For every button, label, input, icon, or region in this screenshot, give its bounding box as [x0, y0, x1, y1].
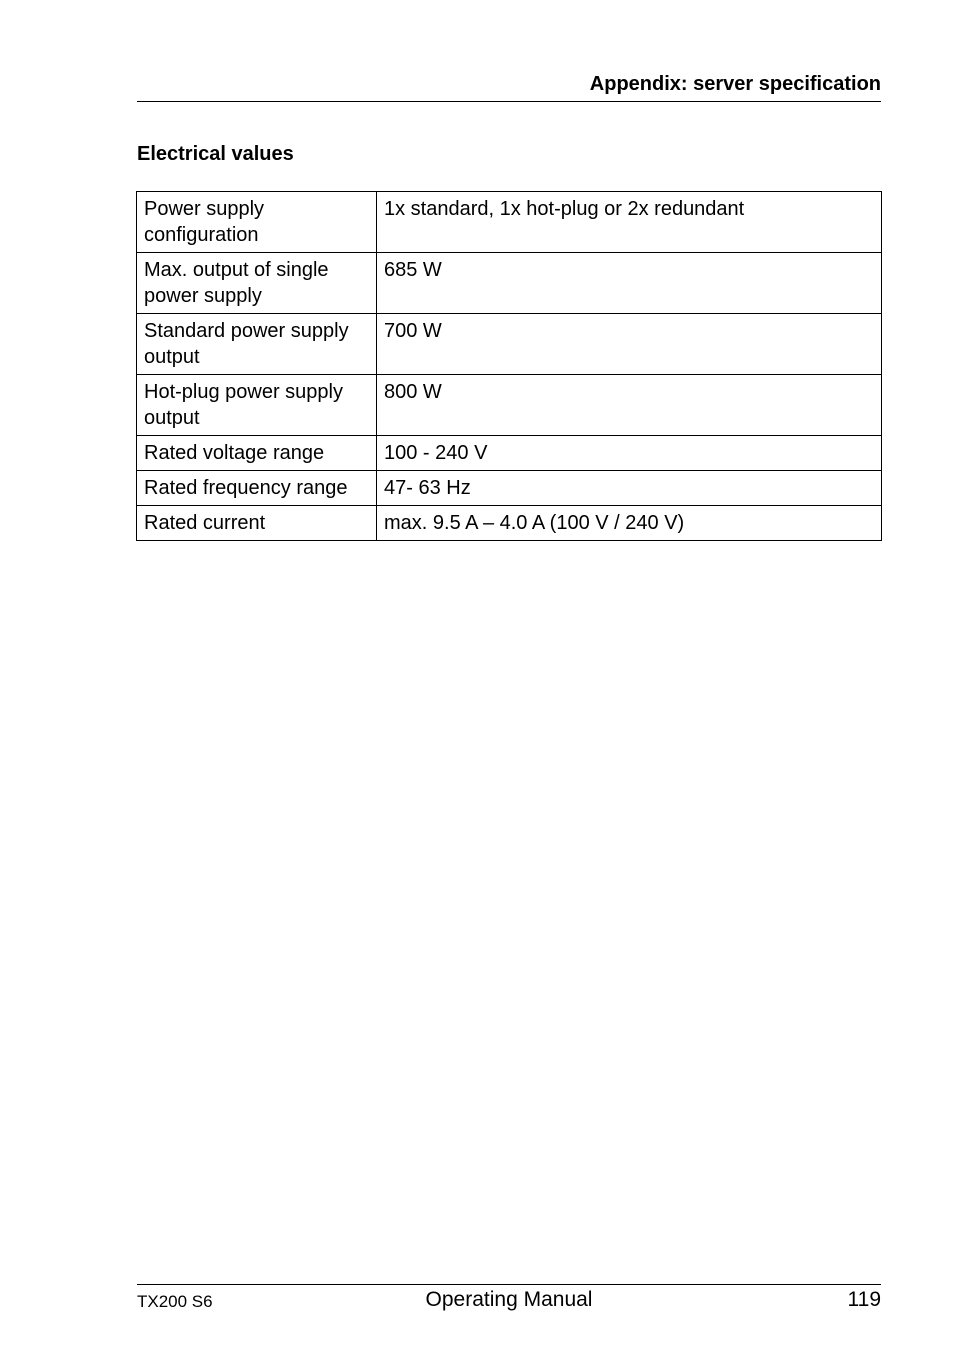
spec-label: Power supply configuration — [137, 192, 377, 253]
spec-value: 685 W — [377, 253, 882, 314]
spec-value: 800 W — [377, 375, 882, 436]
table-row — [137, 471, 882, 506]
spec-label: Standard power supply output — [137, 314, 377, 375]
spec-label: Rated voltage range — [137, 436, 377, 471]
table-row — [137, 375, 882, 436]
spec-label: Rated current — [137, 506, 377, 541]
spec-value: 1x standard, 1x hot-plug or 2x redundant — [377, 192, 882, 253]
spec-value: 100 - 240 V — [377, 436, 882, 471]
spec-value: 47- 63 Hz — [377, 471, 882, 506]
running-header-title: Appendix: server specification — [589, 73, 881, 95]
spec-value: max. 9.5 A – 4.0 A (100 V / 240 V) — [377, 506, 882, 541]
section-title: Electrical values — [137, 143, 294, 165]
running-footer — [137, 1284, 881, 1318]
footer-model: TX200 S6 — [137, 1292, 213, 1311]
table-row — [137, 192, 882, 253]
table-row — [137, 506, 882, 541]
electrical-values-table — [136, 191, 882, 541]
running-header — [137, 72, 881, 102]
spec-label: Hot-plug power supply output — [137, 375, 377, 436]
table-row — [137, 436, 882, 471]
spec-label: Rated frequency range — [137, 471, 377, 506]
footer-doc-type: Operating Manual — [425, 1288, 593, 1311]
table-row — [137, 314, 882, 375]
page-number: 119 — [847, 1288, 881, 1311]
spec-value: 700 W — [377, 314, 882, 375]
spec-label: Max. output of single power supply — [137, 253, 377, 314]
table-row — [137, 253, 882, 314]
